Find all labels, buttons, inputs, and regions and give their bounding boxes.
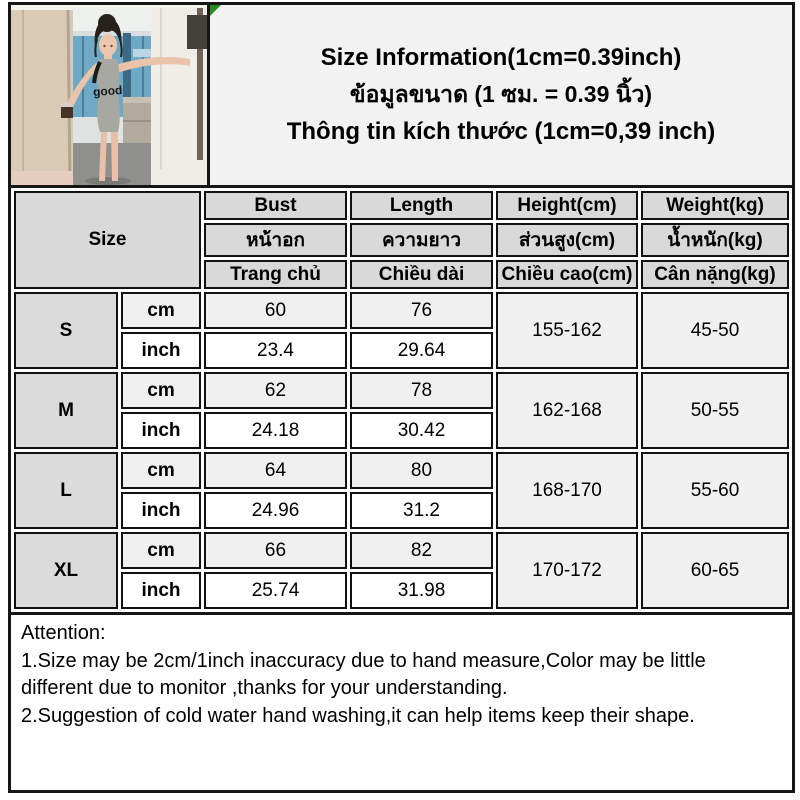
l-bust-inch: 24.96: [204, 492, 347, 529]
face: [99, 34, 117, 56]
m-weight: 50-55: [641, 372, 789, 449]
header-row-en: [14, 191, 789, 220]
title-vietnamese: Thông tin kích thước (1cm=0,39 inch): [286, 117, 716, 145]
unit-inch: inch: [121, 492, 201, 529]
s-height: 155-162: [496, 292, 638, 369]
s-length-inch: 29.64: [350, 332, 493, 369]
top-section: [11, 5, 792, 185]
xl-bust-cm: 66: [204, 532, 347, 569]
picture-frame: [187, 15, 207, 49]
floor-edge: [11, 171, 73, 185]
unit-inch: inch: [121, 412, 201, 449]
m-length-cm: 78: [350, 372, 493, 409]
l-weight: 55-60: [641, 452, 789, 529]
xl-length-cm: 82: [350, 532, 493, 569]
attention-note-1: 1.Size may be 2cm/1inch inaccuracy due to hand measure,Color may be little different due to monitor ,thanks for your understanding.: [21, 649, 706, 700]
title-thai: ข้อมูลขนาด (1 ซม. = 0.39 นิ้ว): [349, 81, 653, 108]
row-l-cm: [14, 452, 789, 489]
unit-inch: inch: [121, 332, 201, 369]
attention-section: [11, 615, 792, 790]
size-label-s: S: [14, 292, 118, 369]
col-height-en: Height(cm): [496, 191, 638, 220]
s-weight: 45-50: [641, 292, 789, 369]
attention-heading: Attention:: [21, 622, 106, 644]
col-height-th: ส่วนสูง(cm): [496, 223, 638, 257]
col-weight-en: Weight(kg): [641, 191, 789, 220]
green-corner-flag-icon: [210, 5, 221, 16]
title-english: Size Information(1cm=0.39inch): [320, 43, 682, 71]
xl-length-inch: 31.98: [350, 572, 493, 609]
col-length-en: Length: [350, 191, 493, 220]
hair-bun: [98, 14, 116, 32]
s-bust-cm: 60: [204, 292, 347, 329]
col-bust-th: หน้าอก: [204, 223, 347, 257]
xl-bust-inch: 25.74: [204, 572, 347, 609]
outer-frame: [8, 2, 795, 793]
m-bust-cm: 62: [204, 372, 347, 409]
unit-cm: cm: [121, 452, 201, 489]
m-height: 162-168: [496, 372, 638, 449]
s-length-cm: 76: [350, 292, 493, 329]
unit-cm: cm: [121, 372, 201, 409]
col-length-th: ความยาว: [350, 223, 493, 257]
unit-inch: inch: [121, 572, 201, 609]
col-weight-vi: Cân nặng(kg): [641, 260, 789, 289]
left-wall: [11, 10, 75, 185]
size-table-section: [11, 185, 792, 615]
size-corner-cell: Size: [14, 191, 201, 289]
l-height: 168-170: [496, 452, 638, 529]
unit-cm: cm: [121, 292, 201, 329]
row-m-cm: [14, 372, 789, 409]
col-length-vi: Chiều dài: [350, 260, 493, 289]
xl-height: 170-172: [496, 532, 638, 609]
size-label-l: L: [14, 452, 118, 529]
l-bust-cm: 64: [204, 452, 347, 489]
col-bust-vi: Trang chủ: [204, 260, 347, 289]
s-bust-inch: 23.4: [204, 332, 347, 369]
size-label-xl: XL: [14, 532, 118, 609]
l-length-inch: 31.2: [350, 492, 493, 529]
row-s-cm: [14, 292, 789, 329]
size-label-m: M: [14, 372, 118, 449]
size-table: [11, 188, 792, 612]
l-length-cm: 80: [350, 452, 493, 489]
col-height-vi: Chiều cao(cm): [496, 260, 638, 289]
title-panel: [210, 5, 792, 185]
attention-note-2: 2.Suggestion of cold water hand washing,it can help items keep their shape.: [21, 704, 695, 727]
col-weight-th: น้ำหนัก(kg): [641, 223, 789, 257]
m-length-inch: 30.42: [350, 412, 493, 449]
col-bust-en: Bust: [204, 191, 347, 220]
m-bust-inch: 24.18: [204, 412, 347, 449]
row-xl-cm: [14, 532, 789, 569]
unit-cm: cm: [121, 532, 201, 569]
dress-print-text: good: [92, 83, 123, 100]
product-photo: [11, 5, 210, 185]
xl-weight: 60-65: [641, 532, 789, 609]
model-photo-illustration: [11, 5, 207, 185]
